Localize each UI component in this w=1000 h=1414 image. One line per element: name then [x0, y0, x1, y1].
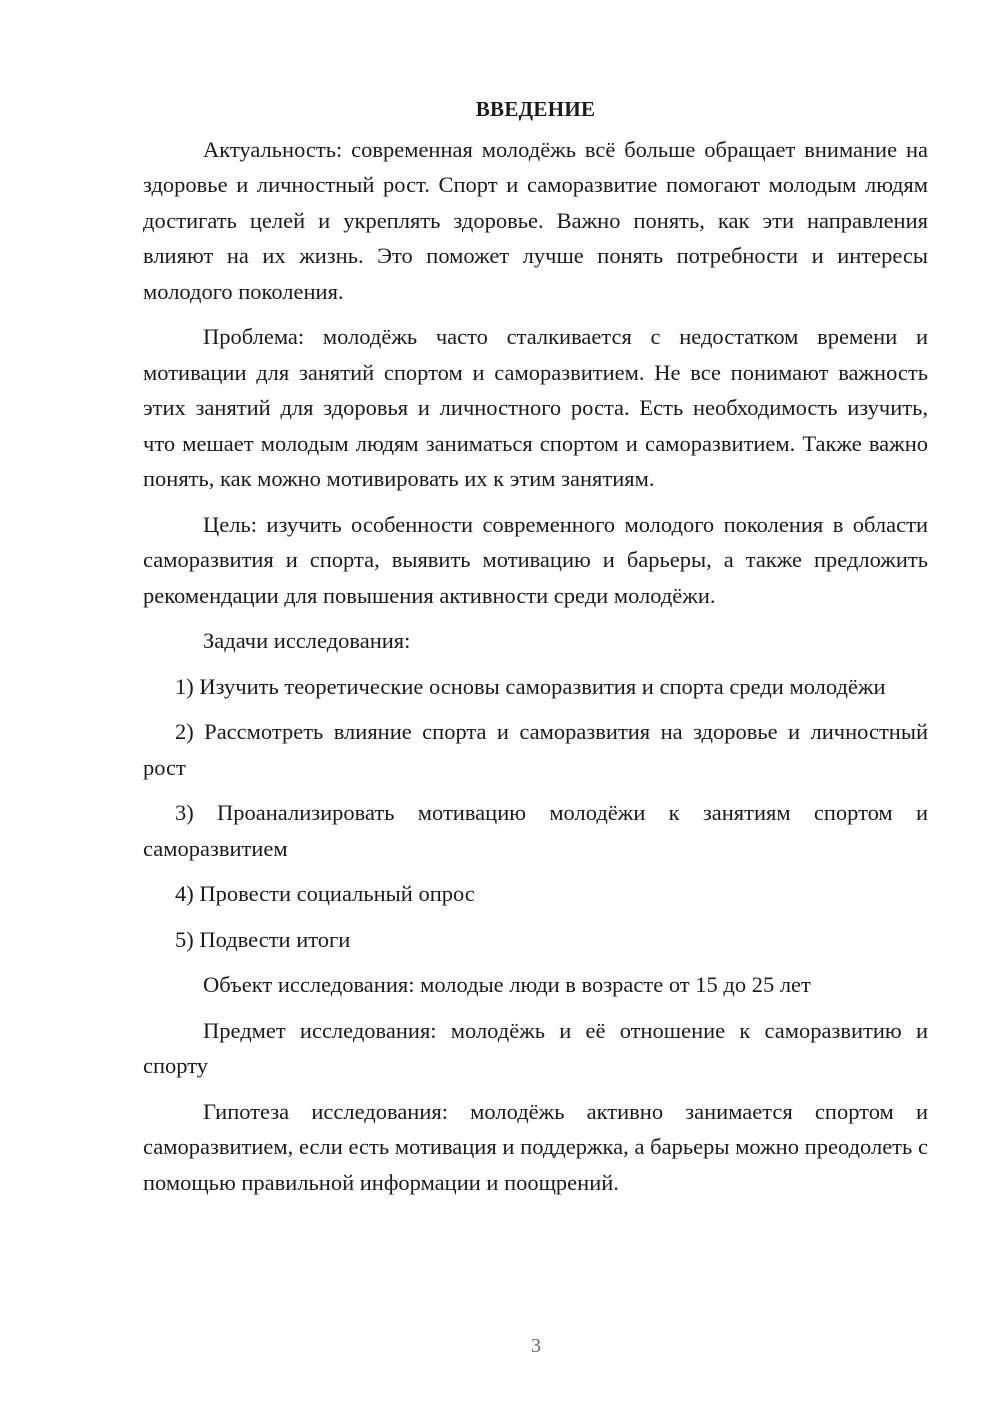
- task-item-1: 1) Изучить теоретические основы саморазвития и спорта среди молодёжи: [175, 673, 886, 699]
- page-body: [143, 92, 928, 1210]
- page-number: 3: [531, 1335, 541, 1357]
- relevance-paragraph: Актуальность: современная молодёжь всё больше обращает внимание на здоровье и личностный рост. Спорт и саморазвитие помогают молодым людям достигать целей и укреплять здоровье. Важно понять, как эти направления влияют на их жизнь. Это поможет лучше понять потребности и интересы молодого поколения.: [143, 136, 928, 304]
- goal-paragraph: Цель: изучить особенности современного молодого поколения в области саморазвития и спорта, выявить мотивацию и барьеры, а также предложить рекомендации для повышения активности среди молодёжи.: [143, 511, 928, 608]
- object-paragraph: Объект исследования: молодые люди в возрасте от 15 до 25 лет: [203, 972, 811, 997]
- task-item-5: 5) Подвести итоги: [175, 926, 351, 952]
- hypothesis-paragraph: Гипотеза исследования: молодёжь активно занимается спортом и саморазвитием, если есть мотивация и поддержка, а барьеры можно преодолеть с помощью правильной информации и поощрений.: [143, 1098, 928, 1195]
- tasks-heading: Задачи исследования:: [203, 628, 411, 653]
- subject-paragraph: Предмет исследования: молодёжь и её отношение к саморазвитию и спорту: [143, 1017, 928, 1078]
- task-item-3: 3) Проанализировать мотивацию молодёжи к занятиям спортом и саморазвитием: [143, 800, 928, 861]
- task-item-4: 4) Провести социальный опрос: [175, 881, 475, 906]
- problem-paragraph: Проблема: молодёжь часто сталкивается с недостатком времени и мотивации для занятий спортом и саморазвитием. Не все понимают важность этих занятий для здоровья и личностного роста. Есть необходимость изучить, что мешает молодым людям заниматься спортом и саморазвитием. Также важно понять, как можно мотивировать их к этим занятиям.: [143, 324, 928, 491]
- section-title: ВВЕДЕНИЕ: [475, 97, 596, 121]
- task-item-2: 2) Рассмотреть влияние спорта и саморазвития на здоровье и личностный рост: [143, 719, 928, 780]
